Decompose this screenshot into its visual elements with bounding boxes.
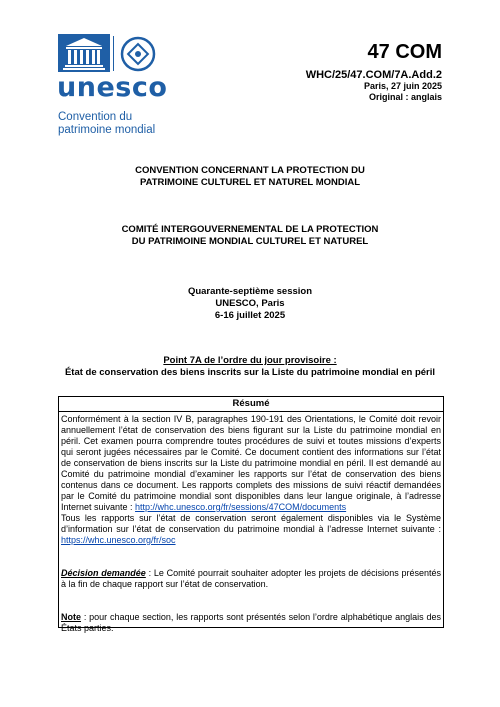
note-paragraph: [61, 612, 441, 634]
committee-title-line1: COMITÉ INTERGOUVERNEMENTAL DE LA PROTECTION: [121, 224, 379, 235]
unesco-logo: [58, 34, 173, 134]
committee-title-line2: DU PATRIMOINE MONDIAL CULTUREL ET NATUREL: [131, 236, 369, 247]
logo-separator: [113, 36, 114, 71]
decision-label: Décision demandée: [61, 568, 146, 578]
agenda-item: [0, 355, 500, 379]
summary-box: [58, 396, 444, 633]
soc-link[interactable]: https://whc.unesco.org/fr/soc: [61, 535, 176, 545]
decision-text: : Le Comité pourrait souhaiter adopter les projets de décisions présentés à la fin de chaque rapport sur l’état de conservation.: [61, 568, 441, 589]
committee-title: [0, 224, 500, 248]
summary-paragraph-2: [61, 513, 441, 546]
world-heritage-emblem-icon: [120, 36, 156, 72]
summary-paragraph-2-text: Tous les rapports sur l’état de conservation seront également disponibles via le Système d’information sur l’état de conservation du patrimoine mondial à l’adresse Internet suivante :: [61, 513, 441, 534]
convention-title-line1: CONVENTION CONCERNANT LA PROTECTION DU: [135, 165, 365, 176]
summary-body: [59, 412, 443, 634]
agenda-item-number: Point 7A de l’ordre du jour provisoire :: [163, 355, 337, 366]
note-label: Note: [61, 612, 81, 622]
logo-subtitle-line1: Convention du: [58, 111, 133, 123]
convention-title-line2: PATRIMOINE CULTUREL ET NATUREL MONDIAL: [139, 177, 361, 188]
spacer: [61, 546, 441, 557]
note-text: : pour chaque section, les rapports sont présentés selon l’ordre alphabétique anglais des États parties.: [61, 612, 441, 633]
document-original-language: Original : anglais: [368, 92, 442, 102]
spacer: [61, 601, 441, 612]
session-info: [0, 286, 500, 322]
session-code: 47 COM: [367, 41, 442, 63]
spacer: [61, 557, 441, 568]
document-header: [306, 40, 442, 103]
spacer: [61, 590, 441, 601]
decision-paragraph: [61, 568, 441, 590]
session-location: UNESCO, Paris: [215, 298, 285, 309]
unesco-wordmark: unesco: [57, 72, 168, 103]
document-reference: WHC/25/47.COM/7A.Add.2: [305, 69, 442, 81]
session-name: Quarante-septième session: [187, 286, 313, 297]
document-date: Paris, 27 juin 2025: [363, 81, 442, 91]
logo-subtitle: [58, 111, 155, 137]
convention-title: [0, 165, 500, 189]
agenda-item-title: État de conservation des biens inscrits sur la Liste du patrimoine mondial en péril: [64, 367, 436, 378]
documents-link[interactable]: http://whc.unesco.org/fr/sessions/47COM/documents: [135, 502, 347, 512]
summary-paragraph-1: [61, 414, 441, 513]
summary-paragraph-1-text: Conformément à la section IV B, paragraphes 190-191 des Orientations, le Comité doit revoir annuellement l’état de conservation des biens figurant sur la Liste du patrimoine mondial en péril. Cet examen pourra comprendre toutes procédures de suivi et toutes missions d’experts qui seront jugées nécessaires par le Comité. Ce document contient des informations sur l’état de conservation de biens inscrits sur la Liste du patrimoine mondial en péril. Il est demandé au Comité du patrimoine mondial d’examiner les rapports sur l’état de conservation des biens contenus dans ce document. Les rapports complets des missions de suivi réactif demandées par le Comité du patrimoine mondial sont disponibles dans leur langue originale, à l’adresse Internet suivante :: [61, 414, 441, 512]
summary-heading: Résumé: [59, 397, 443, 412]
session-dates: 6-16 juillet 2025: [214, 310, 286, 321]
unesco-temple-icon: [58, 34, 110, 72]
logo-subtitle-line2: patrimoine mondial: [58, 124, 156, 136]
